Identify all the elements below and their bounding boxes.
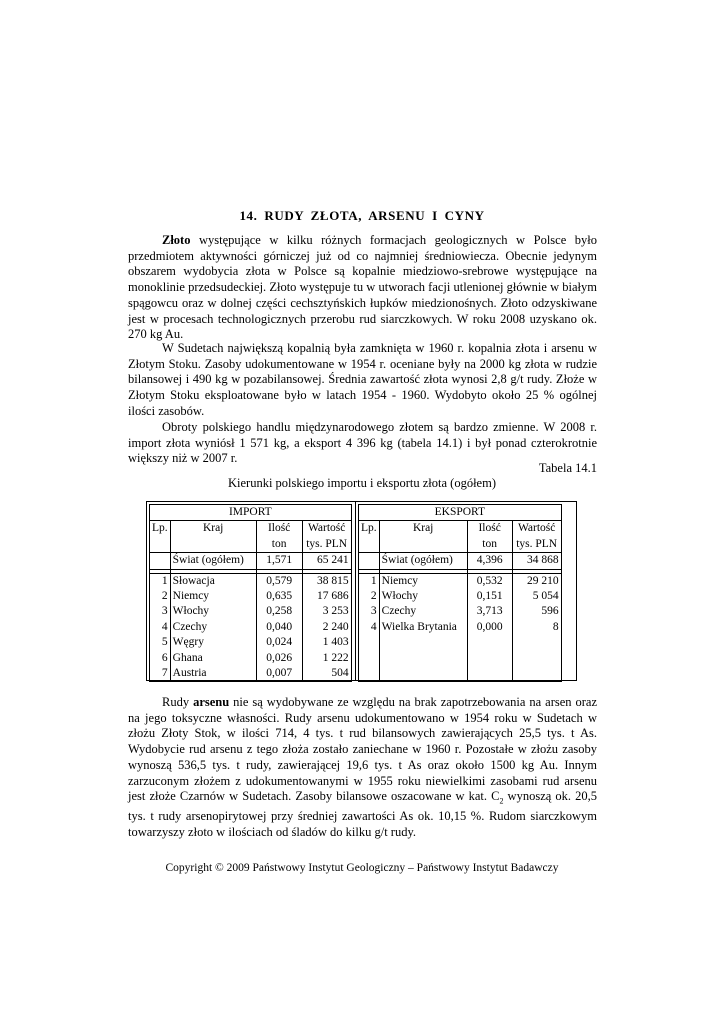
row-country: Ghana [170,651,256,666]
row-country: Wielka Brytania [379,620,467,635]
row-qty: 0,532 [467,573,512,589]
paragraph-gold [128,233,597,343]
paragraph-trade: Obroty polskiego handlu międzynarodowego złotem są bardzo zmienne. W 2008 r. import złota wyniósł 1 571 kg, a eksport 4 396 kg (tabela 14.1) i był ponad czterokrotnie większy niż w 2007 r. [128,420,597,466]
import-title: IMPORT [150,505,352,521]
table-row [359,651,562,666]
row-lp: 4 [150,620,171,635]
import-col-value: Wartość [302,521,351,537]
table-row [150,620,352,635]
export-col-value: Wartość [512,521,561,537]
row-country [379,651,467,666]
chapter-heading: 14. RUDY ZŁOTA, ARSENU I CYNY [239,208,485,223]
paragraph-arsenic [128,695,597,841]
category-subscript: 2 [499,796,504,806]
keyword-arsenic: arsenu [193,695,230,709]
row-country: Niemcy [170,589,256,604]
row-lp [359,635,380,650]
table-row [150,573,352,589]
import-col-value-unit: tys. PLN [302,537,351,553]
import-col-country: Kraj [170,521,256,537]
row-country: Austria [170,666,256,682]
row-lp: 7 [150,666,171,682]
row-country: Czechy [379,604,467,619]
row-lp: 2 [150,589,171,604]
row-value: 2 240 [302,620,351,635]
table-row [359,573,562,589]
row-country: Włochy [170,604,256,619]
row-value: 1 403 [302,635,351,650]
row-country: Czechy [170,620,256,635]
row-value: 504 [302,666,351,682]
row-value: 38 815 [302,573,351,589]
row-lp: 5 [150,635,171,650]
row-country: Niemcy [379,573,467,589]
row-qty: 0,151 [467,589,512,604]
export-col-country: Kraj [379,521,467,537]
import-total-value: 65 241 [302,553,351,569]
table-row [359,589,562,604]
paragraph-gold-text: występujące w kilku różnych formacjach geologicznych w Polsce było przedmiotem aktywności górniczej już od co najmniej średniowiecza. Obecnie jedynym obszarem wydobycia złota w Polsce są kopalnie miedziowo-srebrowe występujące na monoklinie przedsudeckiej. Złoto występuje tu w utworach facji utlenionej głównie w białym spągowcu oraz w dolnej części cechsztyńskich łupków miedzionośnych. Złoto odzyskiwane jest w procesach technologicznych przerobu rud siarczkowych. W roku 2008 uzyskano ok. 270 kg Au. [128,233,597,342]
row-lp: 1 [359,573,380,589]
row-qty: 0,007 [256,666,302,682]
table-row [150,604,352,619]
import-table [149,504,352,682]
row-value: 29 210 [512,573,561,589]
keyword-gold: Złoto [162,233,191,247]
import-col-qty-unit: ton [256,537,302,553]
paragraph-arsenic-text: nie są wydobywane ze względu na brak zapotrzebowania na arsen oraz na jego toksyczne własności. Rudy arsenu udokumentowano w 1954 roku w Sudetach w złożu Złoty Stok, w ilości 714, 4 tys. t rud bilansowych zawierających 25,5 tys. t As. Wydobycie rud arsenu z tego złoża zostało zaniechane w 1960 r. Pozostałe w złożu zasoby wynoszą 536,5 tys. t rudy, zawierającej 19,6 tys. t As oraz około 1500 kg Au. Innym zarzuconym złożem z udokumentowanymi w 1955 roku niewielkimi zasobami rud arsenu jest złoże Czarnów w Sudetach. Zasoby bilansowe oszacowane w kat. C [128,695,597,804]
row-qty: 3,713 [467,604,512,619]
row-value: 5 054 [512,589,561,604]
table-row [359,604,562,619]
row-value [512,651,561,666]
row-value [512,666,561,682]
paragraph-arsenic-start: Rudy [162,695,194,709]
row-country: Słowacja [170,573,256,589]
row-qty [467,651,512,666]
row-lp: 6 [150,651,171,666]
row-value [512,635,561,650]
row-qty: 0,024 [256,635,302,650]
row-value: 1 222 [302,651,351,666]
row-value: 8 [512,620,561,635]
row-country [379,666,467,682]
export-total-label: Świat (ogółem) [379,553,467,569]
row-value: 17 686 [302,589,351,604]
row-country: Włochy [379,589,467,604]
table-row [150,589,352,604]
row-qty: 0,635 [256,589,302,604]
row-lp: 4 [359,620,380,635]
export-col-value-unit: tys. PLN [512,537,561,553]
table-row [359,635,562,650]
paragraph-arsenic-text-end: wynoszą ok. 20,5 tys. t rudy arsenopirytowej przy średniej zawartości As ok. 10,15 %. Rudom siarczkowym towarzyszy złoto w ilościach od śladów do kilku g/t rudy. [128,789,597,840]
row-lp: 2 [359,589,380,604]
row-lp [359,651,380,666]
row-qty: 0,000 [467,620,512,635]
export-title: EKSPORT [359,505,562,521]
table-number: Tabela 14.1 [538,461,597,475]
table-row [150,651,352,666]
row-qty: 0,026 [256,651,302,666]
import-col-lp: Lp. [150,521,171,537]
export-total-value: 34 868 [512,553,561,569]
export-col-qty-unit: ton [467,537,512,553]
row-value: 3 253 [302,604,351,619]
table-row [150,666,352,682]
export-col-qty: Ilość [467,521,512,537]
row-qty [467,635,512,650]
row-lp: 3 [150,604,171,619]
row-lp: 1 [150,573,171,589]
row-country [379,635,467,650]
row-qty [467,666,512,682]
import-total-qty: 1,571 [256,553,302,569]
import-col-qty: Ilość [256,521,302,537]
row-country: Węgry [170,635,256,650]
table-row [359,666,562,682]
table-caption: Kierunki polskiego importu i eksportu złota (ogółem) [227,476,496,490]
row-qty: 0,258 [256,604,302,619]
row-lp [359,666,380,682]
export-total-qty: 4,396 [467,553,512,569]
table-row [359,620,562,635]
row-lp: 3 [359,604,380,619]
row-value: 596 [512,604,561,619]
row-qty: 0,579 [256,573,302,589]
export-table [358,504,562,682]
export-col-lp: Lp. [359,521,380,537]
import-total-label: Świat (ogółem) [170,553,256,569]
table-row [150,635,352,650]
copyright-footer: Copyright © 2009 Państwowy Instytut Geologiczny – Państwowy Instytut Badawczy [165,862,559,874]
row-qty: 0,040 [256,620,302,635]
paragraph-sudety: W Sudetach największą kopalnią była zamknięta w 1960 r. kopalnia złota i arsenu w Złotym Stoku. Zasoby udokumentowane w 1954 r. oceniane były na 2000 kg złota w rudzie bilansowej i 490 kg w pozabilansowej. Średnia zawartość złota wynosi 2,8 g/t rudy. Złoże w Złotym Stoku eksploatowane było w latach 1954 - 1960. Wydobyto około 25 % ogólnej ilości zasobów. [128,341,597,418]
